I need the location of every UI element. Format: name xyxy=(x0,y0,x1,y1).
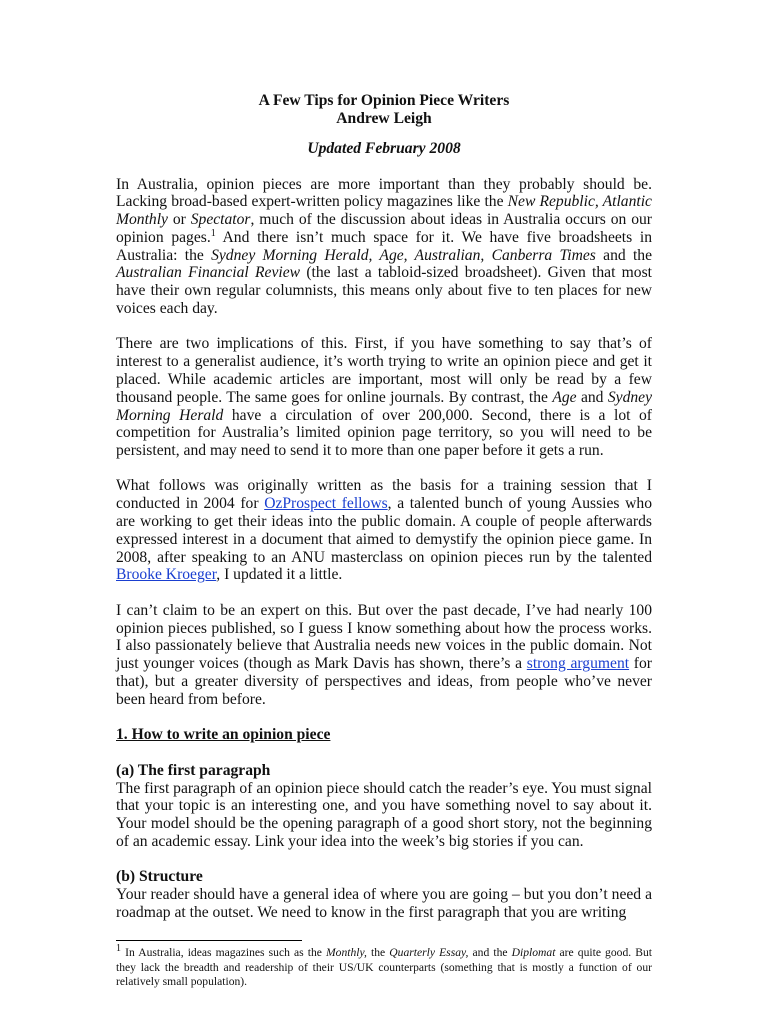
updated-date: Updated February 2008 xyxy=(307,140,461,157)
ozprospect-link[interactable]: OzProspect fellows xyxy=(264,495,388,513)
footnote-divider xyxy=(116,940,302,941)
document-title: A Few Tips for Opinion Piece Writers xyxy=(258,92,510,109)
paragraph-structure: Your reader should have a general idea of where you are going – but you don’t need a roadmap at the outset. We need to know in the first paragraph that you are writing xyxy=(116,886,652,921)
paragraph-intro: In Australia, opinion pieces are more important than they probably should be. Lacking broad-based expert-written policy magazines like the New Republic, Atlantic Monthly or Spectator, much of the discussion about ideas in Australia occurs on our opinion pages.$^1$ And there isn’t much space for it. We have five broadsheets in Australia: the Sydney Morning Herald, Age, Australian, Canberra Times and the Australian Financial Review (the last a tabloid-sized broadsheet). Given that most have their own regular columnists, this means only about five to ten places for new voices each day. xyxy=(116,175,652,318)
paragraph-experience: I can’t claim to be an expert on this. But over the past decade, I’ve had nearly 100 opinion pieces published, so I guess I know something about how the process works. I also passionately believe that Australia needs new voices in the public domain. Not just younger voices (though as Mark Davis has shown, there’s a strong argument for that), but a greater diversity of perspectives and ideas, from people who’ve never been heard from before. xyxy=(116,601,652,708)
paragraph-first-paragraph: The first paragraph of an opinion piece should catch the reader’s eye. You must signal that your topic is an interesting one, and you have something novel to say about it. Your model should be the opening paragraph of a good short story, not the beginning of an academic essay. Link your idea into the week’s big stories if you can. xyxy=(116,779,652,850)
paragraph-background: What follows was originally written as the basis for a training session that I conducted in 2004 for OzProspect fellows, a talented bunch of young Aussies who are working to get their ideas into the public domain. A couple of people afterwards expressed interest in a document that aimed to demystify the opinion piece game. In 2008, after speaking to an ANU masterclass on opinion pieces run by the talented Brooke Kroeger, I updated it a little. xyxy=(116,477,652,584)
footnote: $^1$ In Australia, ideas magazines such as the Monthly, the Quarterly Essay, and the Diplomat are quite good. But they lack the breadth and readership of their US/UK counterparts (something that is mostly a function of our relatively small population). xyxy=(116,943,652,988)
strong-argument-link[interactable]: strong argument xyxy=(526,655,630,673)
subheading-first-paragraph: (a) The first paragraph xyxy=(116,761,271,779)
footnote-ref: 1 xyxy=(210,227,216,239)
document-page xyxy=(116,92,652,922)
subheading-structure: (b) Structure xyxy=(116,868,203,886)
paragraph-implications: There are two implications of this. First, if you have something to say that’s of interest to a generalist audience, it’s worth trying to write an opinion piece and get it placed. While academic articles are important, most will only be read by a few thousand people. The same goes for online journals. By contrast, the Age and Sydney Morning Herald have a circulation of over 200,000. Second, there is a lot of competition for Australia’s limited opinion page territory, so you will need to be persistent, and may need to send it to more than one paper before it gets a run. xyxy=(116,335,653,460)
brooke-kroeger-link[interactable]: Brooke Kroeger xyxy=(116,566,217,584)
document-author: Andrew Leigh xyxy=(336,110,432,127)
footnote-number: 1 xyxy=(116,943,121,955)
section-heading: 1. How to write an opinion piece xyxy=(116,726,331,744)
